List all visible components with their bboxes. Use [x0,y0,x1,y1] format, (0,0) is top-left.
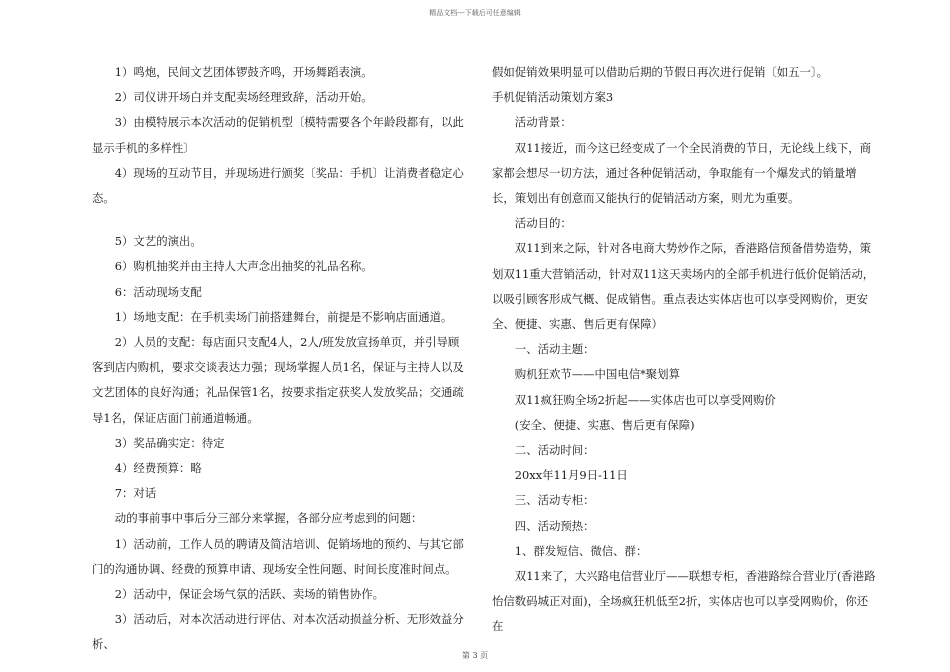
paragraph: 2）人员的支配：每店面只支配4人，2人/班发放宣扬单页，并引导顾客到店内购机，要求交谈表达力强；现场掌握人员1名，保证与主持人以及文艺团体的良好沟通；礼品保管1名，按要求指定获奖人发放奖品；交通疏导1名，保证店面门前通道畅通。 [92,335,464,425]
paragraph: 2）活动中，保证会场气氛的活跃、卖场的销售协作。 [114,587,385,602]
paragraph: 1、群发短信、微信、群： [514,543,648,558]
paragraph: 3）奖品确实定：待定 [114,435,225,450]
paragraph: 购机狂欢节——中国电信*聚划算 [514,367,680,382]
left-column [92,60,464,658]
paragraph: 1）场地支配：在手机卖场门前搭建舞台，前提是不影响店面通道。 [114,309,453,324]
paragraph: 2）司仪讲开场白并支配卖场经理致辞，活动开始。 [114,90,373,105]
paragraph: 4）现场的互动节目，并现场进行颁奖〔奖品：手机〕让消费者稳定心态。 [92,165,464,206]
paragraph: 3）活动后，对本次活动进行评估、对本次活动损益分析、无形效益分析、 [92,612,464,652]
paragraph: 假如促销效果明显可以借助后期的节假日再次进行促销〔如五一〕。 [492,65,829,79]
paragraph: 20xx年11月9日-11日 [514,468,628,483]
paragraph: (安全、便捷、实惠、售后更有保障) [514,417,695,432]
section-heading: 三、活动专柜： [514,493,595,508]
right-column [492,60,877,640]
paragraph: 双11来了，大兴路电信营业厅——联想专柜，香港路综合营业厅(香港路怡信数码城正对面)，全场疯狂机低至2折，实体店也可以享受网购价，你还在 [492,569,876,634]
paragraph: 3）由模特展示本次活动的促销机型〔模特需要各个年龄段都有，以此显示手机的多样性〕 [92,115,464,155]
paragraph: 6）购机抽奖并由主持人大声念出抽奖的礼品名称。 [114,259,373,274]
paragraph: 5）文艺的演出。 [114,234,202,249]
paragraph: 动的事前事中事后分三部分来掌握，各部分应考虑到的问题： [114,511,423,526]
section-heading: 7：对话 [114,486,157,501]
section-heading: 一、活动主题： [514,342,595,357]
section-heading: 活动背景： [514,115,572,130]
paragraph: 1）鸣炮，民间文艺团体锣鼓齐鸣，开场舞蹈表演。 [114,65,373,79]
section-heading: 四、活动预热： [514,518,595,533]
page-number: 第 3 页 [461,651,489,660]
page-header: 精品文档---下载后可任意编辑 [429,9,521,17]
section-heading: 6：活动现场支配 [114,284,202,299]
paragraph: 4）经费预算：略 [114,461,202,476]
section-heading: 活动目的： [514,216,572,231]
section-title: 手机促销活动策划方案3 [492,90,614,105]
paragraph: 双11接近，而今这已经变成了一个全民消费的节日，无论线上线下，商家都会想尽一切方法，通过各种促销活动，争取能有一个爆发式的销量增长，策划出有创意而又能执行的促销活动方案，则尤为重要。 [492,140,872,206]
section-heading: 二、活动时间： [514,443,595,458]
paragraph: 1）活动前，工作人员的聘请及简洁培训、促销场地的预约、与其它部门的沟通协调、经费的预算申请、现场安全性问题、时间长度准时间点。 [92,536,464,576]
paragraph: 双11到来之际，针对各电商大势炒作之际，香港路信预备借势造势，策划双11重大营销活动，针对双11这天卖场内的全部手机进行低价促销活动，以吸引顾客形成气概、促成销售。重点表达实体店也可以享受网购价，更安全、便捷、实惠、售后更有保障） [492,241,875,332]
paragraph: 双11疯狂购全场2折起——实体店也可以享受网购价 [514,392,776,407]
